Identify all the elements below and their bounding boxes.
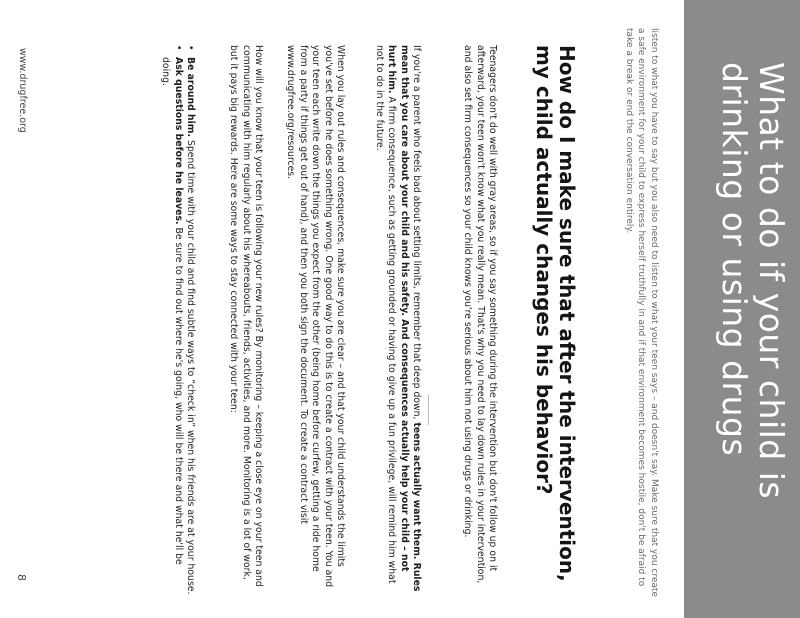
paragraph-setting-limits <box>372 45 422 595</box>
list-item <box>184 45 196 595</box>
bullet-dot-icon: • <box>172 45 184 51</box>
paragraph-setting-limits-tail: A firm consequence, such as getting grounded or having to give up a fun privilege, will remind him what not to do in the future. <box>373 45 398 584</box>
paragraph-setting-limits-lead: If you're a parent who feels bad about setting limits, remember that deep down, <box>411 45 422 423</box>
paragraph-rules-consequences: When you lay out rules and consequences, make sure you are clear – and that your child understands the limits you've set before he does something wrong. One good way to do this is to create a contract with your teen. You and your teen each write down the things you expect from the other (being home before curfew, getting a ride home from a party if things get out of hand), and then you both sign the document. To create a contract visit www.drugfree.org/resources. <box>285 45 346 588</box>
paragraph-setting-limits-bold: teens actually want them. Rules mean that you care about your child and his safety. And consequences actually help your child – not hurt him. <box>386 45 422 592</box>
list-item-bold: Be around him. <box>185 57 196 138</box>
paragraph-gray-areas: Teenagers don't do well with gray areas, so if you say something during the intervention but don't follow up on it afterward, your teen won't know what you really mean. That's why you need to lay down rules in your intervention, and also set firm consequences so your child knows you're serious about him not using drugs or drinking. <box>462 45 498 584</box>
list-item-text: Spend time with your child and find subtle ways to “check in” when his friends are at your house. <box>185 137 196 595</box>
divider <box>428 395 429 425</box>
bullet-dot-icon: • <box>185 45 196 51</box>
page-number: 8 <box>15 574 28 581</box>
page-title: What to do if your child is drinking or using drugs <box>715 62 791 500</box>
footer-url: www.drugfree.org <box>17 48 28 133</box>
header-band <box>684 0 800 618</box>
intro-paragraph: listen to what you have to say but you also need to listen to what your teen says – and doesn't say. Make sure that you create a safe environment for your child to express herself truthfully in and if that environment becomes hostile, don't be afraid to take a break or end the conversation entirely. <box>624 28 659 597</box>
tips-list <box>159 45 196 595</box>
list-item <box>159 45 184 595</box>
section-heading: How do I make sure that after the intervention, my child actually changes his behavior? <box>532 45 579 582</box>
paragraph-monitoring: How will you know that your teen is following your new rules? By monitoring – keeping a close eye on your teen and communicating with him regularly about his whereabouts, friends, activities, and more. Monitoring is a lot of work, but it pays big rewards. Here are some ways to stay connected with your teen: <box>228 45 264 587</box>
list-item-text: Be sure to find out where he's going, who will be there and what he'll be doing. <box>160 57 184 565</box>
list-item-bold: Ask questions before he leaves. <box>172 57 184 225</box>
